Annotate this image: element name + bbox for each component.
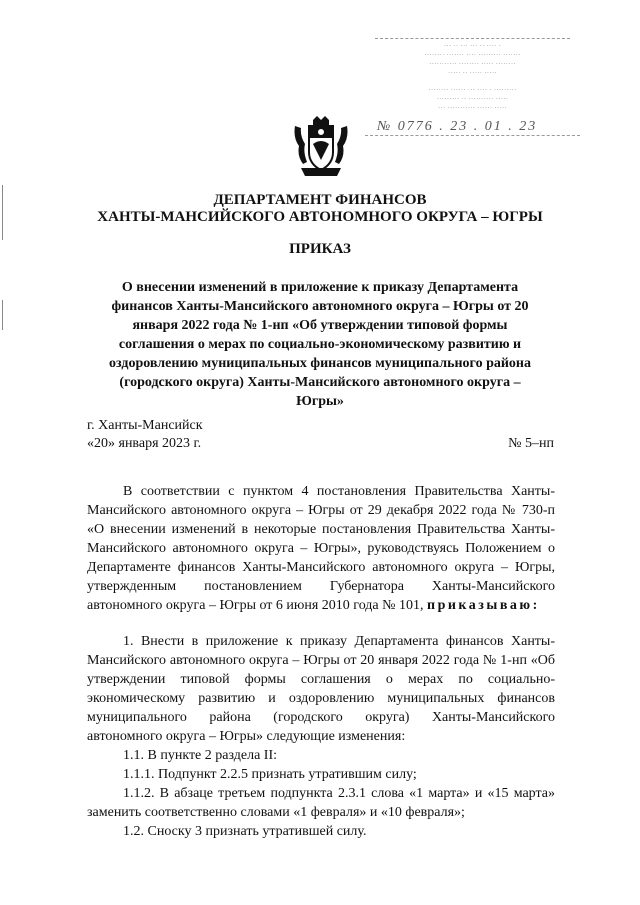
- stamp-line: ········ ······· ···· ········· ·······: [424, 51, 521, 59]
- stamp-line: ········· ·· ·········· ·····: [436, 95, 509, 103]
- preamble-paragraph: [87, 482, 555, 615]
- scan-edge-mark: [2, 300, 3, 330]
- item-1-1-1: 1.1.1. Подпункт 2.2.5 признать утратившим силу;: [123, 767, 417, 782]
- item-1: 1. Внести в приложение к приказу Департамента финансов Ханты-Мансийского автономного округа – Югры от 20 января 2022 года № 1-нп «Об утверждении типовой формы соглашения о мерах по социально-экономическому развитию и оздоровлению муниципальных финансов муниципального района (городского округа) Ханты-Мансийского автономного округа – Югры» следующие изменения:: [87, 634, 555, 744]
- preamble-text: В соответствии с пунктом 4 постановления Правительства Ханты-Мансийского автономного округа – Югры от 29 декабря 2022 года № 730-п «О внесении изменений в некоторые постановления Правительства Ханты-Мансийского автономного округа – Югры», руководствуясь Положением о Департаменте финансов Ханты-Мансийского автономного округа – Югры, утвержденным постановлением Губернатора Ханты-Мансийского автономного округа – Югры от 6 июня 2010 года № 101,: [87, 484, 555, 613]
- order-word: приказываю:: [427, 598, 540, 613]
- item-1-1-2: 1.1.2. В абзаце третьем подпункта 2.3.1 слова «1 марта» и «15 марта» заменить соответственно словами «1 февраля» и «10 февраля»;: [87, 786, 555, 820]
- stamp-line: ····· ·· ····· ·····: [448, 69, 497, 77]
- order-items: [87, 632, 555, 841]
- item-1-1: 1.1. В пункте 2 раздела II:: [123, 748, 278, 763]
- order-number: № 5–нп: [508, 436, 554, 451]
- issue-place: г. Ханты-Мансийск: [87, 418, 203, 433]
- stamp-line: ········ ······ ··· ···· · ·········: [428, 86, 517, 94]
- stamp-reg-number: № 0776 . 23 . 01 . 23: [365, 119, 580, 136]
- stamp-line: ··· ··········· ······ ·····: [437, 104, 508, 112]
- issue-date: «20» января 2023 г.: [87, 436, 202, 451]
- org-name-line1: ДЕПАРТАМЕНТ ФИНАНСОВ: [213, 192, 427, 208]
- item-1-2: 1.2. Сноску 3 признать утратившей силу.: [123, 824, 367, 839]
- coat-of-arms-icon: [291, 116, 351, 178]
- stamp-line: ··········· ········ ····· ········: [429, 60, 516, 68]
- document-type-title: ПРИКАЗ: [289, 241, 351, 257]
- org-name-line2: ХАНТЫ-МАНСИЙСКОГО АВТОНОМНОГО ОКРУГА – ЮГРЫ: [97, 209, 543, 225]
- order-subject: О внесении изменений в приложение к приказу Департамента финансов Ханты-Мансийского автономного округа – Югры от 20 января 2022 года № 1-нп «Об утверждении типовой формы соглашения о мерах по социально-экономическому развитию и оздоровлению муниципальных финансов муниципального района (городского округа) Ханты-Мансийского автономного округа – Югры»: [109, 280, 531, 409]
- registration-stamp: [365, 38, 580, 158]
- stamp-line: ··· ·· ··· ··· ·· ···· ·: [443, 42, 502, 50]
